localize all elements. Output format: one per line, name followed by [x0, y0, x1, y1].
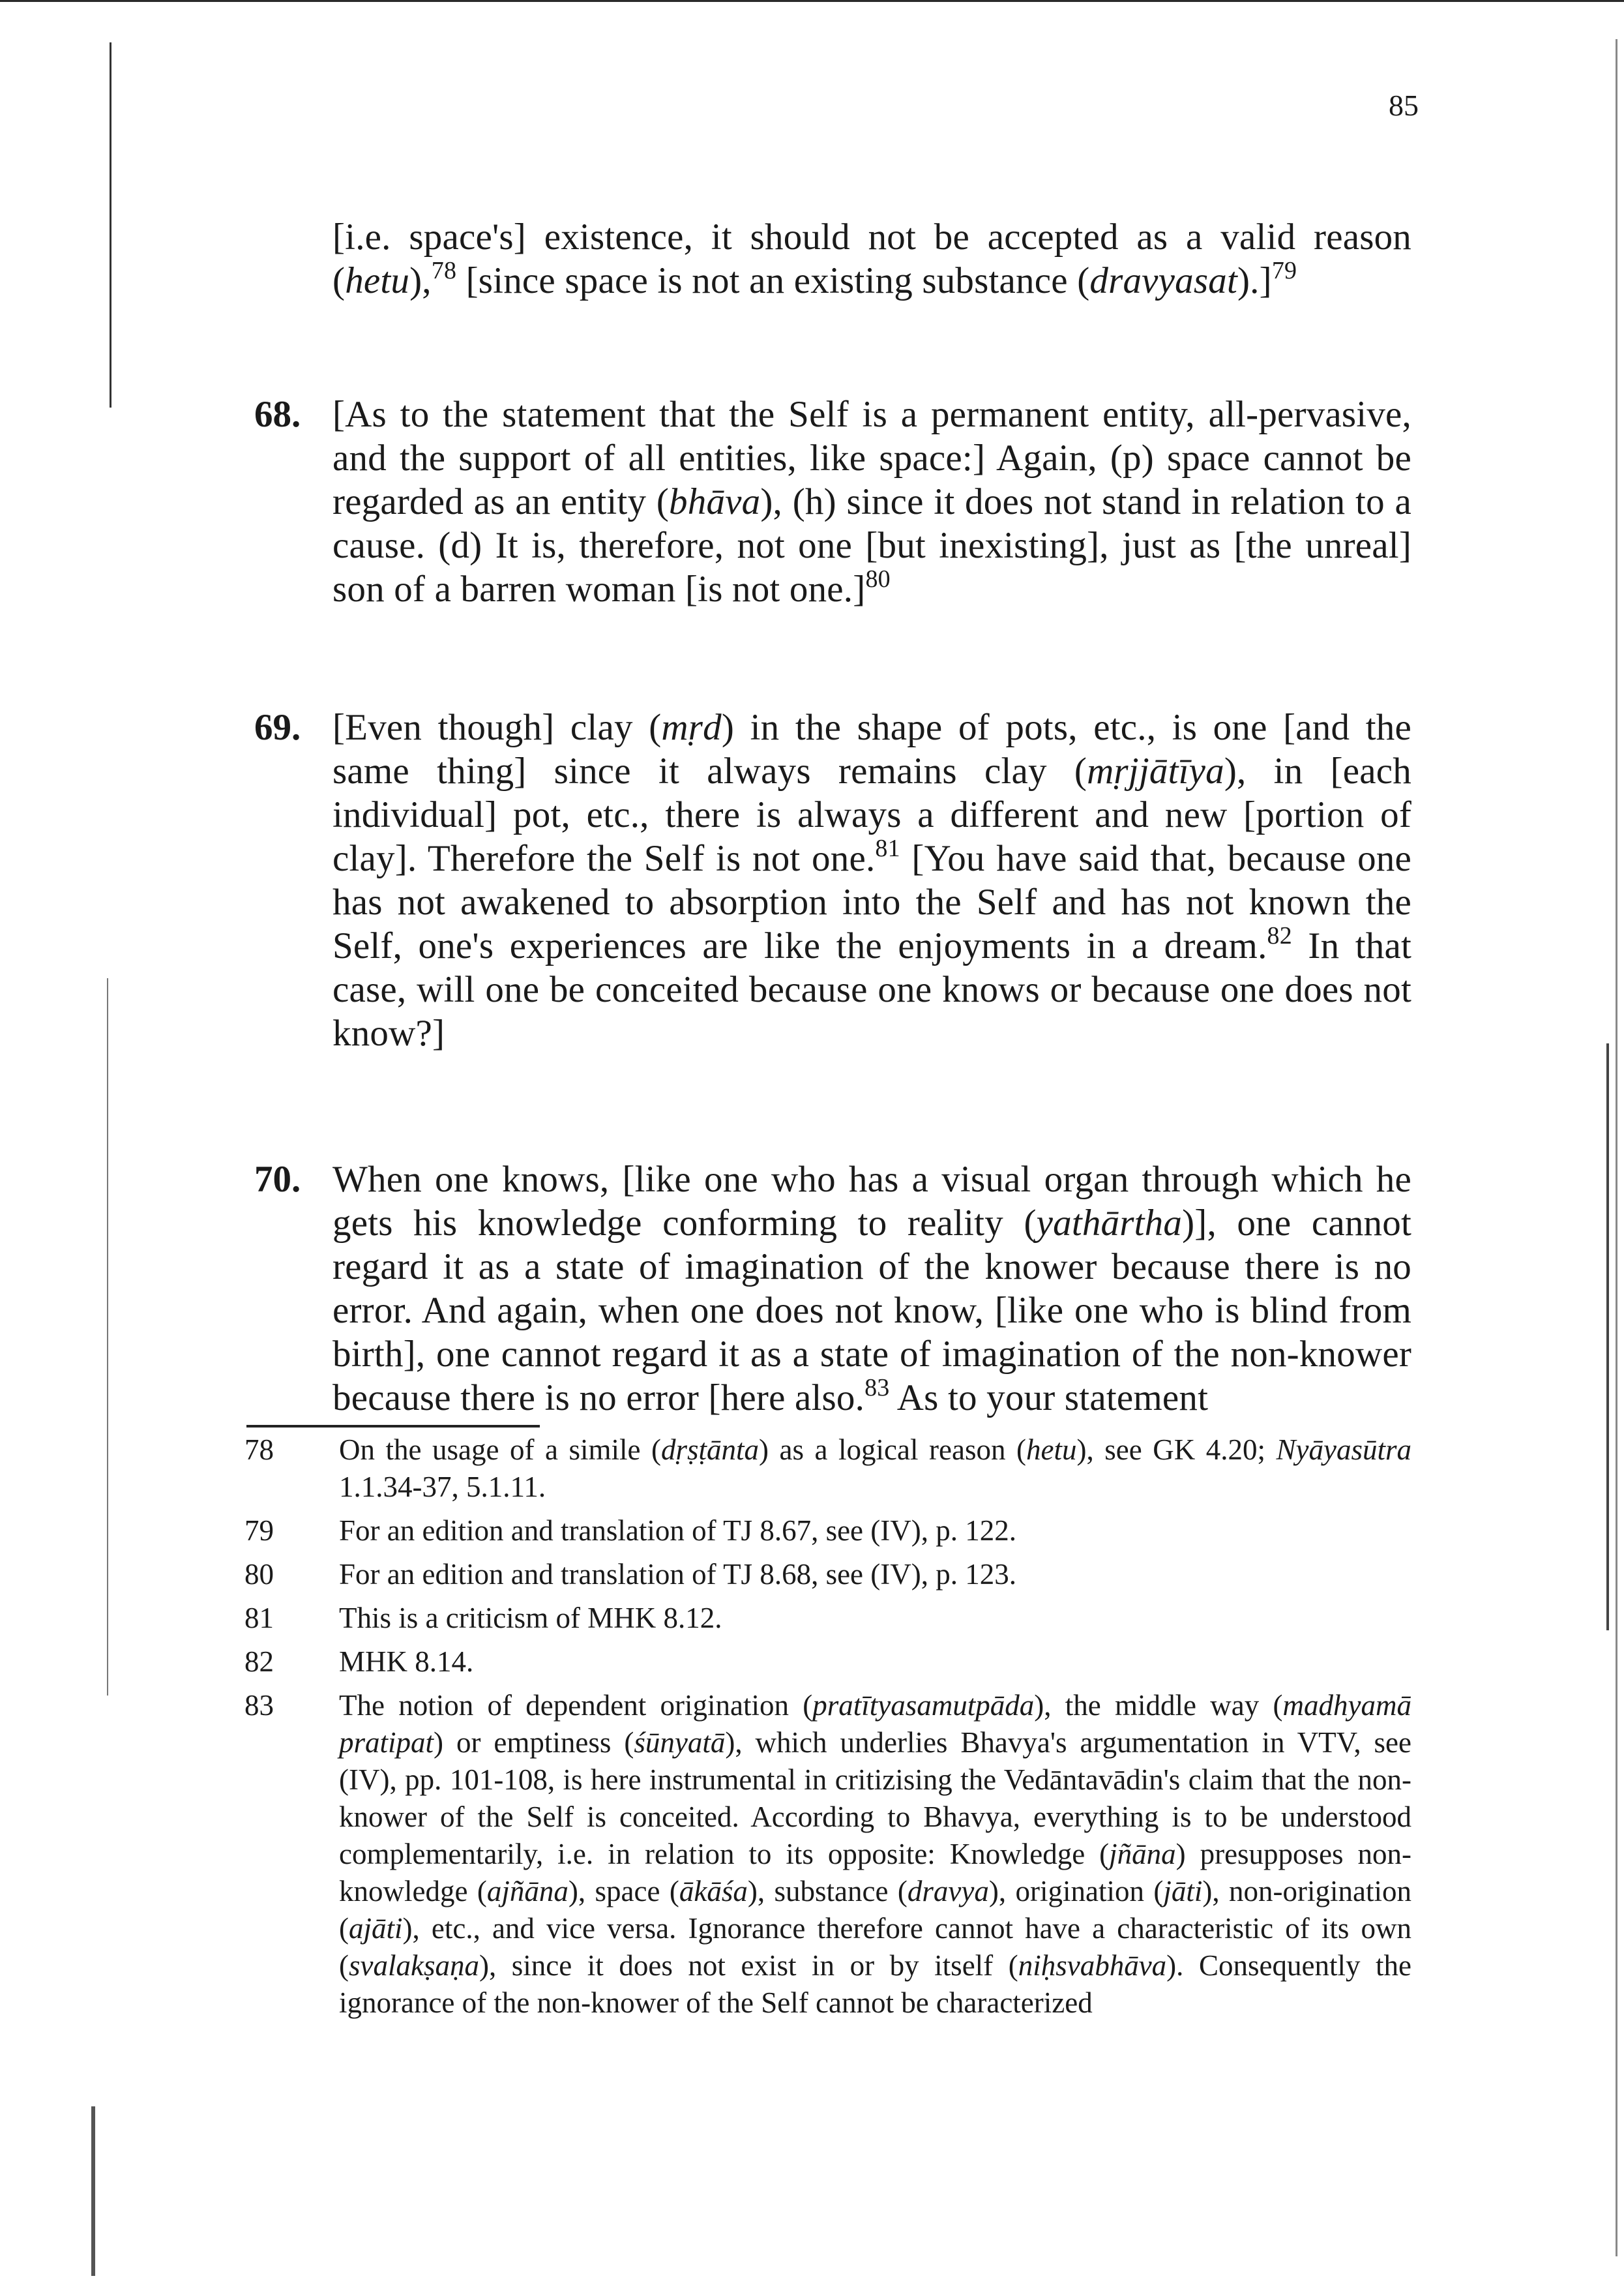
italic-term: jñāna	[1109, 1838, 1176, 1870]
scan-edge	[1606, 1043, 1609, 1630]
italic-term: madhyamā pratipat	[339, 1689, 1411, 1759]
italic-term: yathārtha	[1036, 1203, 1183, 1244]
footnote-number: 81	[244, 1602, 274, 1634]
text-run: ) or emptiness (	[434, 1726, 634, 1759]
italic-term: jāti	[1163, 1875, 1203, 1907]
text-run: ) presupposes non-knowledge (	[339, 1838, 1411, 1907]
italic-term: dravyasat	[1089, 260, 1237, 301]
italic-term: dṛṣṭānta	[661, 1433, 760, 1466]
footnote-number: 82	[244, 1645, 274, 1678]
text-run: (	[332, 260, 346, 301]
text-run: 1.1.34-37, 5.1.11.	[339, 1471, 546, 1503]
text-run: ) in the shape of pots, etc., is one [and the same thing] since it always remains clay (	[332, 707, 1411, 792]
text-run: ), origination (	[988, 1875, 1164, 1907]
scan-edge	[110, 42, 111, 408]
text-run: ), in [each individual] pot, etc., there is always a different and new [portion of clay]. Therefore the Self is not one.	[332, 751, 1411, 879]
scan-edge	[0, 0, 1624, 2]
italic-term: bhāva	[669, 481, 761, 522]
text-run: ), non-origination (	[339, 1875, 1411, 1945]
italic-term: hetu	[345, 260, 410, 301]
text-run: ). Consequently the ignorance of the non-knower of the Self cannot be characterized	[339, 1949, 1411, 2019]
italic-term: ajñāna	[486, 1875, 568, 1907]
italic-term: pratītyasamutpāda	[812, 1689, 1035, 1722]
text-run: ) as a logical reason (	[759, 1433, 1026, 1466]
page-number: 85	[1389, 89, 1419, 122]
text-run: When one knows, [like one who has a visual organ through which he gets his knowledge conforming to reality (	[332, 1159, 1411, 1244]
text-run: ),	[409, 260, 432, 301]
verse-number: 70.	[254, 1159, 301, 1200]
text-run: ), etc., and vice versa. Ignorance therefore cannot have a characteristic of its own (	[339, 1912, 1411, 1982]
italic-term: śūnyatā	[634, 1726, 726, 1759]
footnote-ref: 82	[1267, 922, 1292, 949]
verse-number: 69.	[254, 707, 301, 748]
continuation-line-1: [i.e. space's] existence, it should not be accepted as a valid reason	[332, 217, 1411, 258]
scan-edge	[107, 978, 108, 1696]
text-run: ).]	[1237, 260, 1272, 301]
text-run: [since space is not an existing substance (	[456, 260, 1090, 301]
verse-69	[332, 706, 1411, 1055]
verse-70	[332, 1158, 1411, 1420]
footnote-ref: 83	[864, 1374, 890, 1401]
footnote-number: 83	[244, 1689, 274, 1722]
italic-term: mṛd	[661, 707, 722, 748]
footnote-text: For an edition and translation of TJ 8.68, see (IV), p. 123.	[339, 1558, 1016, 1591]
italic-term: ākāśa	[679, 1875, 748, 1907]
footnote-83	[244, 1687, 1411, 2022]
footnote-text: MHK 8.14.	[339, 1645, 474, 1678]
continuation-paragraph	[332, 215, 1411, 303]
italic-term: mṛjjātīya	[1087, 751, 1224, 792]
text-run: The notion of dependent origination (	[339, 1689, 813, 1722]
text-run: As to your statement	[889, 1377, 1209, 1418]
text-run: ), see GK 4.20;	[1076, 1433, 1277, 1466]
footnote-78	[244, 1431, 1411, 1506]
italic-term: ajāti	[349, 1912, 403, 1945]
footnote-82	[244, 1643, 1411, 1681]
text-run: [Even though] clay (	[332, 707, 662, 748]
footnote-number: 79	[244, 1514, 274, 1547]
footnote-ref: 81	[875, 835, 900, 862]
footnote-79	[244, 1512, 1411, 1549]
footnote-81	[244, 1600, 1411, 1637]
italic-term: svalakṣaṇa	[349, 1949, 479, 1982]
footnote-number: 80	[244, 1558, 274, 1591]
footnote-ref: 79	[1271, 257, 1297, 284]
text-run: [As to the statement that the Self is a permanent entity, all-pervasive, and the support of all entities, like space:] Again, (p) space cannot be regarded as an entity (	[332, 394, 1411, 522]
footnote-rule	[246, 1425, 540, 1428]
text-run: [You have said that, because one has not awakened to absorption into the Self and has not known the Self, one's experiences are like the enjoyments in a dream.	[332, 838, 1411, 966]
footnote-text: This is a criticism of MHK 8.12.	[339, 1602, 722, 1634]
scan-edge	[91, 2106, 95, 2276]
text-run: ), (h) since it does not stand in relation to a cause. (d) It is, therefore, not one [but inexisting], just as [the unreal] son of a barren woman [is not one.]	[332, 481, 1411, 610]
text-run: ), the middle way (	[1034, 1689, 1283, 1722]
verse-number: 68.	[254, 394, 301, 435]
italic-term: dravya	[907, 1875, 989, 1907]
text-run: ), since it does not exist in or by itself (	[479, 1949, 1018, 1982]
italic-term: Nyāyasūtra	[1276, 1433, 1411, 1466]
footnote-text: For an edition and translation of TJ 8.67, see (IV), p. 122.	[339, 1514, 1016, 1547]
footnote-80	[244, 1556, 1411, 1593]
footnote-ref: 78	[431, 257, 457, 284]
footnotes	[244, 1431, 1411, 2028]
footnote-ref: 80	[865, 565, 891, 593]
italic-term: hetu	[1026, 1433, 1077, 1466]
text-run: ), substance (	[747, 1875, 908, 1907]
text-run: On the usage of a simile (	[339, 1433, 662, 1466]
footnote-number: 78	[244, 1433, 274, 1466]
scan-edge	[1616, 39, 1617, 2256]
text-run: )], one cannot regard it as a state of imagination of the knower because there is no error. And again, when one does not know, [like one who is blind from birth], one cannot regard it as a state of imagination of the non-knower because there is no error [here also.	[332, 1203, 1411, 1418]
text-run: In that case, will one be conceited because one knows or because one does not know?]	[332, 925, 1411, 1054]
verse-68	[332, 393, 1411, 611]
text-run: ), which underlies Bhavya's argumentation in VTV, see (IV), pp. 101-108, is here instrumental in critizising the Vedāntavādin's claim that the non-knower of the Self is conceited. According to Bhavya, everything is to be understood complementarily, i.e. in relation to its opposite: Knowledge (	[339, 1726, 1412, 1870]
italic-term: niḥsvabhāva	[1018, 1949, 1167, 1982]
text-run: ), space (	[568, 1875, 679, 1907]
